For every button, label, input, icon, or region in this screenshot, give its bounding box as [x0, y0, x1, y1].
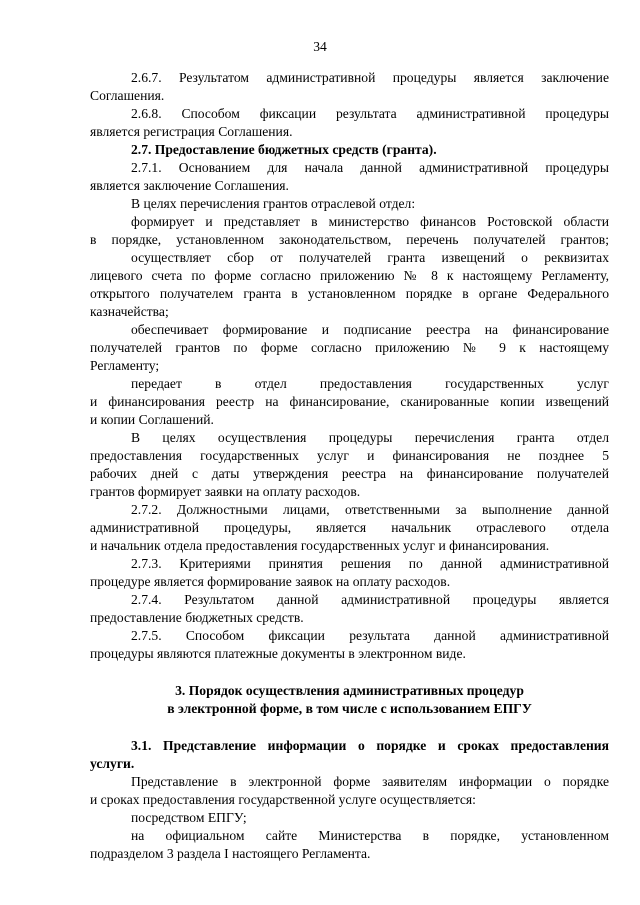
text-line: В целях перечисления грантов отраслевой отдел:: [131, 196, 416, 211]
text-line: получателей грантов по форме согласно приложению № 9 к настоящему: [90, 340, 609, 355]
text-line: посредством ЕПГУ;: [131, 810, 247, 825]
section-title: 3. Порядок осуществления административных процедур: [175, 683, 524, 698]
text-line: подразделом 3 раздела I настоящего Регламента.: [90, 846, 371, 861]
text-line: передает в отдел предоставления государственных услуг: [131, 376, 609, 391]
text-line: Регламенту;: [90, 358, 160, 373]
page-number: 34: [313, 39, 327, 54]
text-line: 2.7.3. Критериями принятия решения по данной административной: [131, 556, 609, 571]
text-line: и финансирования реестр на финансирование, сканированные копии извещений: [90, 394, 609, 409]
text-line: осуществляет сбор от получателей гранта извещений о реквизитах: [131, 250, 609, 265]
text-line: рабочих дней с даты утверждения реестра на финансирование получателей: [90, 466, 609, 481]
subsection-heading: 3.1. Представление информации о порядке и сроках предоставления: [131, 738, 609, 753]
text-line: 2.6.8. Способом фиксации результата административной процедуры: [131, 106, 609, 121]
text-line: процедуре является формирование заявок на оплату расходов.: [90, 574, 451, 589]
text-line: предоставление бюджетных средств.: [90, 610, 304, 625]
text-line: обеспечивает формирование и подписание реестра на финансирование: [131, 322, 609, 337]
text-line: 2.7.4. Результатом данной административной процедуры является: [131, 592, 609, 607]
text-line: является регистрация Соглашения.: [90, 124, 293, 139]
text-line: Соглашения.: [90, 88, 165, 103]
text-line: 2.7.2. Должностными лицами, ответственными за выполнение данной: [131, 502, 609, 517]
text-line: 2.7.1. Основанием для начала данной административной процедуры: [131, 160, 609, 175]
text-line: лицевого счета по форме согласно приложению № 8 к настоящему Регламенту,: [90, 268, 609, 283]
text-line: в порядке, установленном законодательством, перечень получателей грантов;: [90, 232, 609, 247]
text-line: является заключение Соглашения.: [90, 178, 289, 193]
text-line: 2.7.5. Способом фиксации результата данной административной: [131, 628, 609, 643]
text-line: процедуры являются платежные документы в электронном виде.: [90, 646, 466, 661]
section-title: в электронной форме, в том числе с использованием ЕПГУ: [167, 701, 532, 716]
text-line: В целях осуществления процедуры перечисления гранта отдел: [131, 430, 609, 445]
section-heading: 2.7. Предоставление бюджетных средств (гранта).: [131, 142, 437, 157]
subsection-heading: услуги.: [90, 756, 135, 771]
text-line: и сроках предоставления государственной услуге осуществляется:: [90, 792, 476, 807]
text-line: административной процедуры, является начальник отраслевого отдела: [90, 520, 609, 535]
text-line: и начальник отдела предоставления государственных услуг и финансирования.: [90, 538, 550, 553]
text-line: предоставления государственных услуг и финансирования не позднее 5: [90, 448, 609, 463]
text-line: на официальном сайте Министерства в порядке, установленном: [131, 828, 609, 843]
text-line: казначейства;: [90, 304, 169, 319]
text-line: грантов формирует заявки на оплату расходов.: [90, 484, 361, 499]
text-line: Представление в электронной форме заявителям информации о порядке: [131, 774, 609, 789]
text-line: и копии Соглашений.: [90, 412, 214, 427]
text-line: 2.6.7. Результатом административной процедуры является заключение: [131, 70, 609, 85]
text-line: открытого получателем гранта в установленном порядке в органе Федерального: [90, 286, 609, 301]
text-line: формирует и представляет в министерство финансов Ростовской области: [131, 214, 609, 229]
